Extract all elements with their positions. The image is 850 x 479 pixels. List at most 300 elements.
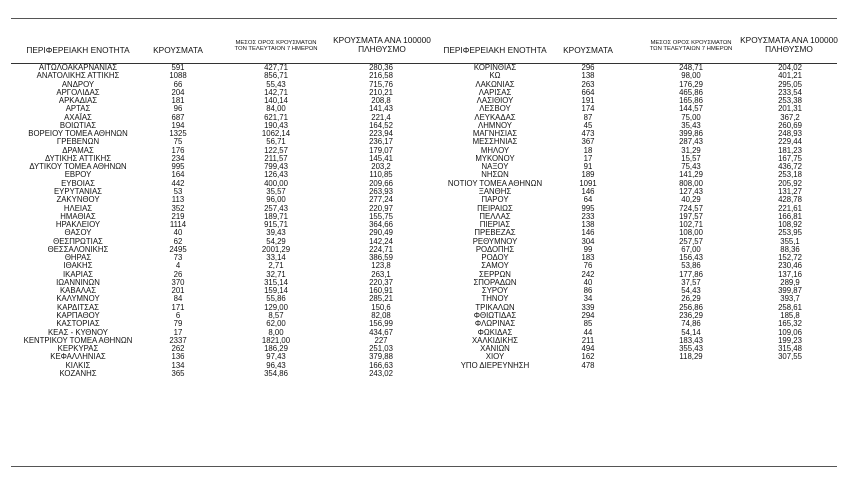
cases-cell: 304 bbox=[581, 236, 595, 246]
region-name-cell: ΚΑΣΤΟΡΙΑΣ bbox=[56, 319, 100, 329]
avg-cases-cell: 176,29 bbox=[679, 79, 703, 89]
cases-cell: 91 bbox=[583, 162, 593, 172]
region-name-cell: ΛΕΥΚΑΔΑΣ bbox=[474, 112, 516, 122]
avg-cases-cell: 15,57 bbox=[681, 153, 701, 163]
right-header-region: ΠΕΡΙΦΕΡΕΙΑΚΗ ΕΝΟΤΗΤΑ bbox=[443, 45, 547, 55]
avg-cases-cell: 67,00 bbox=[681, 244, 701, 254]
region-name-cell: ΚΑΡΔΙΤΣΑΣ bbox=[57, 302, 99, 312]
region-name-cell: ΚΕΝΤΡΙΚΟΥ ΤΟΜΕΑ ΑΘΗΝΩΝ bbox=[23, 335, 133, 345]
region-name-cell: ΝΗΣΩΝ bbox=[481, 170, 509, 180]
avg-cases-cell: 156,43 bbox=[679, 253, 703, 263]
region-name-cell: ΣΥΡΟΥ bbox=[481, 286, 509, 296]
cases-per-100k-cell: 367,2 bbox=[780, 112, 800, 122]
cases-per-100k-cell: 166,81 bbox=[778, 211, 802, 221]
cases-cell: 194 bbox=[171, 120, 185, 130]
cases-per-100k-cell: 285,21 bbox=[369, 294, 393, 304]
right-avg-column bbox=[641, 64, 741, 370]
cases-cell: 204 bbox=[171, 87, 185, 97]
region-name-cell: ΚΑΛΥΜΝΟΥ bbox=[56, 294, 100, 304]
avg-cases-cell: 399,86 bbox=[679, 129, 703, 139]
region-name-cell: ΛΑΣΙΘΙΟΥ bbox=[476, 96, 514, 106]
region-name-cell: ΗΜΑΘΙΑΣ bbox=[60, 211, 96, 221]
cases-cell: 138 bbox=[581, 220, 595, 230]
region-name-cell: ΧΑΛΚΙΔΙΚΗΣ bbox=[471, 335, 518, 345]
cases-cell: 44 bbox=[583, 327, 593, 337]
cases-per-100k-cell: 399,87 bbox=[778, 286, 802, 296]
avg-cases-cell: 724,57 bbox=[679, 203, 703, 213]
avg-cases-cell: 108,00 bbox=[679, 228, 703, 238]
avg-cases-cell: 75,43 bbox=[681, 162, 701, 172]
avg-cases-cell: 118,29 bbox=[679, 352, 703, 362]
left-header-region: ΠΕΡΙΦΕΡΕΙΑΚΗ ΕΝΟΤΗΤΑ bbox=[26, 45, 130, 55]
region-name-cell: ΜΗΛΟΥ bbox=[480, 145, 510, 155]
cases-cell: 995 bbox=[581, 203, 595, 213]
avg-cases-cell: 159,14 bbox=[264, 286, 288, 296]
cases-per-100k-cell: 150,6 bbox=[371, 302, 391, 312]
right-header-avg bbox=[635, 40, 747, 52]
cases-cell: 73 bbox=[173, 253, 183, 263]
cases-cell: 1088 bbox=[169, 71, 187, 81]
left-header-cases: ΚΡΟΥΣΜΑΤΑ bbox=[153, 45, 203, 55]
cases-cell: 79 bbox=[173, 319, 183, 329]
cases-per-100k-cell: 204,02 bbox=[778, 63, 802, 72]
avg-cases-cell: 257,57 bbox=[679, 236, 703, 246]
cases-per-100k-cell: 179,07 bbox=[369, 145, 393, 155]
left-header-avg-line1: ΜΕΣΟΣ ΟΡΟΣ ΚΡΟΥΣΜΑΤΩΝ bbox=[235, 40, 317, 46]
top-rule bbox=[11, 18, 837, 19]
cases-per-100k-cell: 253,95 bbox=[778, 228, 802, 238]
cases-per-100k-cell: 155,75 bbox=[369, 211, 393, 221]
cases-cell: 34 bbox=[583, 294, 593, 304]
avg-cases-cell: 62,00 bbox=[266, 319, 286, 329]
cases-cell: 473 bbox=[581, 129, 595, 139]
avg-cases-cell: 186,29 bbox=[264, 344, 288, 354]
region-name-cell: ΧΙΟΥ bbox=[485, 352, 505, 362]
left-per100k-column bbox=[331, 64, 431, 378]
cases-cell: 134 bbox=[171, 360, 185, 370]
avg-cases-cell: 287,43 bbox=[679, 137, 703, 147]
region-name-cell: ΑΡΚΑΔΙΑΣ bbox=[58, 96, 98, 106]
cases-per-100k-cell: 142,24 bbox=[369, 236, 393, 246]
avg-cases-cell: 400,00 bbox=[264, 178, 288, 188]
avg-cases-cell: 56,71 bbox=[266, 137, 286, 147]
region-name-cell: ΑΡΓΟΛΙΔΑΣ bbox=[56, 87, 100, 97]
cases-cell: 1325 bbox=[169, 129, 187, 139]
avg-cases-cell: 808,00 bbox=[679, 178, 703, 188]
avg-cases-cell: 74,86 bbox=[681, 319, 701, 329]
cases-cell: 174 bbox=[581, 104, 595, 114]
left-header-avg-line2: ΤΟΝ ΤΕΛΕΥΤΑΙΟΝ 7 ΗΜΕΡΩΝ bbox=[234, 46, 318, 53]
cases-cell: 99 bbox=[583, 244, 593, 254]
region-name-cell: ΛΗΜΝΟΥ bbox=[478, 120, 512, 130]
cases-per-100k-cell: 123,8 bbox=[371, 261, 391, 271]
cases-per-100k-cell: 201,31 bbox=[778, 104, 802, 114]
cases-cell: 164 bbox=[171, 170, 185, 180]
avg-cases-cell: 621,71 bbox=[264, 112, 288, 122]
avg-cases-cell: 54,29 bbox=[266, 236, 286, 246]
cases-per-100k-cell: 315,48 bbox=[778, 344, 802, 354]
avg-cases-cell: 257,43 bbox=[264, 203, 288, 213]
right-region-column bbox=[429, 64, 561, 370]
cases-cell: 146 bbox=[581, 186, 595, 196]
avg-cases-cell: 31,29 bbox=[681, 145, 701, 155]
cases-per-100k-cell: 386,59 bbox=[369, 253, 393, 263]
cases-cell: 17 bbox=[583, 153, 593, 163]
region-name-cell: ΚΙΛΚΙΣ bbox=[65, 360, 91, 370]
avg-cases-cell: 197,57 bbox=[679, 211, 703, 221]
cases-per-100k-cell: 210,21 bbox=[369, 87, 393, 97]
cases-per-100k-cell: 295,05 bbox=[778, 79, 802, 89]
avg-cases-cell: 189,71 bbox=[264, 211, 288, 221]
cases-per-100k-cell: 208,8 bbox=[371, 96, 391, 106]
region-name-cell: ΣΠΟΡΑΔΩΝ bbox=[473, 277, 517, 287]
cases-cell: 242 bbox=[581, 269, 595, 279]
avg-cases-cell: 256,86 bbox=[679, 302, 703, 312]
left-header-per100k bbox=[326, 36, 438, 53]
cases-per-100k-cell: 205,92 bbox=[778, 178, 802, 188]
cases-per-100k-cell: 258,61 bbox=[778, 302, 802, 312]
cases-per-100k-cell: 230,46 bbox=[778, 261, 802, 271]
avg-cases-cell: 915,71 bbox=[264, 220, 288, 230]
cases-per-100k-cell: 141,43 bbox=[369, 104, 393, 114]
region-name-cell: ΤΡΙΚΑΛΩΝ bbox=[475, 302, 515, 312]
region-name-cell: ΑΙΤΩΛΟΑΚΑΡΝΑΝΙΑΣ bbox=[38, 63, 118, 72]
avg-cases-cell: 355,43 bbox=[679, 344, 703, 354]
region-name-cell: ΦΛΩΡΙΝΑΣ bbox=[474, 319, 516, 329]
cases-per-100k-cell: 364,66 bbox=[369, 220, 393, 230]
cases-per-100k-cell: 160,91 bbox=[369, 286, 393, 296]
cases-cell: 66 bbox=[173, 79, 183, 89]
cases-cell: 75 bbox=[173, 137, 183, 147]
cases-per-100k-cell: 715,76 bbox=[369, 79, 393, 89]
right-header-avg-line1: ΜΕΣΟΣ ΟΡΟΣ ΚΡΟΥΣΜΑΤΩΝ bbox=[650, 40, 732, 46]
cases-per-100k-cell: 289,9 bbox=[780, 277, 800, 287]
avg-cases-cell: 799,43 bbox=[264, 162, 288, 172]
cases-per-100k-cell: 355,1 bbox=[780, 236, 800, 246]
region-name-cell: ΗΡΑΚΛΕΙΟΥ bbox=[55, 220, 101, 230]
cases-per-100k-cell: 290,49 bbox=[369, 228, 393, 238]
right-header-avg-line2: ΤΩΝ ΤΕΛΕΥΤΑΙΩΝ 7 ΗΜΕΡΩΝ bbox=[649, 46, 733, 53]
cases-per-100k-cell: 236,17 bbox=[369, 137, 393, 147]
avg-cases-cell: 140,14 bbox=[264, 96, 288, 106]
left-region-column bbox=[11, 64, 145, 378]
right-header-per100k bbox=[736, 36, 842, 53]
cases-per-100k-cell: 199,23 bbox=[778, 335, 802, 345]
region-name-cell: ΚΕΦΑΛΛΗΝΙΑΣ bbox=[50, 352, 106, 362]
avg-cases-cell: 2001,29 bbox=[261, 244, 291, 254]
cases-cell: 136 bbox=[171, 352, 185, 362]
cases-per-100k-cell: 263,93 bbox=[369, 186, 393, 196]
cases-cell: 138 bbox=[581, 71, 595, 81]
avg-cases-cell: 54,14 bbox=[681, 327, 701, 337]
cases-per-100k-cell: 263,1 bbox=[371, 269, 391, 279]
region-name-cell: ΚΩ bbox=[489, 71, 501, 81]
cases-cell: 1091 bbox=[579, 178, 597, 188]
avg-cases-cell: 39,43 bbox=[266, 228, 286, 238]
cases-per-100k-cell: 131,27 bbox=[778, 186, 802, 196]
cases-per-100k-cell: 216,58 bbox=[369, 71, 393, 81]
cases-cell: 294 bbox=[581, 310, 595, 320]
cases-per-100k-cell: 220,37 bbox=[369, 277, 393, 287]
cases-per-100k-cell: 145,41 bbox=[369, 153, 393, 163]
cases-cell: 113 bbox=[171, 195, 185, 205]
cases-cell: 234 bbox=[171, 153, 185, 163]
cases-per-100k-cell: 137,16 bbox=[778, 269, 802, 279]
cases-per-100k-cell: 227 bbox=[374, 335, 388, 345]
region-name-cell: ΙΚΑΡΙΑΣ bbox=[63, 269, 93, 279]
avg-cases-cell: 54,43 bbox=[681, 286, 701, 296]
cases-cell: 262 bbox=[171, 344, 185, 354]
right-header-per100k-line1: ΚΡΟΥΣΜΑΤΑ ΑΝΑ 100000 bbox=[740, 35, 838, 45]
region-name-cell: ΑΧΑΪΑΣ bbox=[64, 112, 92, 122]
region-name-cell: ΛΑΡΙΣΑΣ bbox=[478, 87, 512, 97]
cases-per-100k-cell: 209,66 bbox=[369, 178, 393, 188]
region-name-cell: ΣΑΜΟΥ bbox=[481, 261, 509, 271]
avg-cases-cell: 96,00 bbox=[266, 195, 286, 205]
avg-cases-cell: 127,43 bbox=[679, 186, 703, 196]
cases-cell: 181 bbox=[171, 96, 185, 106]
bottom-rule bbox=[11, 466, 837, 467]
cases-cell: 4 bbox=[175, 261, 181, 271]
cases-per-100k-cell: 203,2 bbox=[371, 162, 391, 172]
right-cases-column bbox=[558, 64, 618, 370]
region-name-cell: ΚΕΡΚΥΡΑΣ bbox=[57, 344, 99, 354]
cases-per-100k-cell bbox=[740, 362, 840, 370]
region-name-cell: ΚΕΑΣ - ΚΥΘΝΟΥ bbox=[47, 327, 109, 337]
cases-per-100k-cell: 88,36 bbox=[780, 244, 800, 254]
avg-cases-cell: 211,57 bbox=[264, 153, 288, 163]
cases-per-100k-cell: 185,8 bbox=[780, 310, 800, 320]
region-name-cell: ΚΟΖΑΝΗΣ bbox=[59, 368, 97, 378]
cases-cell: 76 bbox=[583, 261, 593, 271]
avg-cases-cell: 8,00 bbox=[268, 327, 284, 337]
cases-per-100k-cell: 253,18 bbox=[778, 170, 802, 180]
cases-cell: 201 bbox=[171, 286, 185, 296]
region-name-cell: ΝΟΤΙΟΥ ΤΟΜΕΑ ΑΘΗΝΩΝ bbox=[447, 178, 543, 188]
cases-per-100k-cell: 165,32 bbox=[778, 319, 802, 329]
cases-cell: 191 bbox=[581, 96, 595, 106]
cases-cell: 370 bbox=[171, 277, 185, 287]
cases-per-100k-cell: 156,99 bbox=[369, 319, 393, 329]
avg-cases-cell: 98,00 bbox=[681, 71, 701, 81]
cases-cell: 96 bbox=[173, 104, 183, 114]
cases-per-100k-cell: 233,54 bbox=[778, 87, 802, 97]
region-name-cell: ΔΥΤΙΚΟΥ ΤΟΜΕΑ ΑΘΗΝΩΝ bbox=[29, 162, 127, 172]
avg-cases-cell: 40,29 bbox=[681, 195, 701, 205]
cases-per-100k-cell: 152,72 bbox=[778, 253, 802, 263]
avg-cases-cell: 75,00 bbox=[681, 112, 701, 122]
cases-per-100k-cell: 393,7 bbox=[780, 294, 800, 304]
cases-per-100k-cell: 253,38 bbox=[778, 96, 802, 106]
region-name-cell: ΓΡΕΒΕΝΩΝ bbox=[56, 137, 100, 147]
avg-cases-cell: 129,00 bbox=[264, 302, 288, 312]
left-header-avg bbox=[221, 40, 331, 52]
cases-cell: 62 bbox=[173, 236, 183, 246]
region-name-cell: ΠΑΡΟΥ bbox=[481, 195, 509, 205]
cases-per-100k-cell: 221,61 bbox=[778, 203, 802, 213]
cases-per-100k-cell: 223,94 bbox=[369, 129, 393, 139]
right-per100k-column bbox=[740, 64, 840, 370]
cases-per-100k-cell: 243,02 bbox=[369, 368, 393, 378]
region-name-cell: ΕΥΒΟΙΑΣ bbox=[61, 178, 95, 188]
cases-cell: 40 bbox=[583, 277, 593, 287]
avg-cases-cell: 144,57 bbox=[679, 104, 703, 114]
cases-cell: 17 bbox=[173, 327, 183, 337]
avg-cases-cell: 190,43 bbox=[264, 120, 288, 130]
avg-cases-cell: 1821,00 bbox=[261, 335, 291, 345]
avg-cases-cell: 315,14 bbox=[264, 277, 288, 287]
region-name-cell: ΡΟΔΟΠΗΣ bbox=[475, 244, 515, 254]
cases-per-100k-cell: 248,93 bbox=[778, 129, 802, 139]
cases-cell: 162 bbox=[581, 352, 595, 362]
cases-cell: 1114 bbox=[169, 220, 187, 230]
cases-cell: 442 bbox=[171, 178, 185, 188]
region-name-cell: ΞΑΝΘΗΣ bbox=[478, 186, 512, 196]
region-name-cell: ΦΩΚΙΔΑΣ bbox=[477, 327, 513, 337]
avg-cases-cell: 465,86 bbox=[679, 87, 703, 97]
cases-cell: 146 bbox=[581, 228, 595, 238]
region-name-cell: ΦΘΙΩΤΙΔΑΣ bbox=[473, 310, 517, 320]
cases-per-100k-cell: 224,71 bbox=[369, 244, 393, 254]
cases-cell: 219 bbox=[171, 211, 185, 221]
avg-cases-cell: 141,29 bbox=[679, 170, 703, 180]
cases-cell: 6 bbox=[175, 310, 181, 320]
region-name-cell: ΕΒΡΟΥ bbox=[64, 170, 92, 180]
avg-cases-cell: 856,71 bbox=[264, 71, 288, 81]
avg-cases-cell: 35,43 bbox=[681, 120, 701, 130]
cases-cell: 687 bbox=[171, 112, 185, 122]
region-name-cell: ΔΡΑΜΑΣ bbox=[62, 145, 94, 155]
region-name-cell: ΣΕΡΡΩΝ bbox=[479, 269, 511, 279]
cases-cell: 2495 bbox=[169, 244, 187, 254]
left-avg-column bbox=[226, 64, 326, 378]
avg-cases-cell: 53,86 bbox=[681, 261, 701, 271]
cases-per-100k-cell: 229,44 bbox=[778, 137, 802, 147]
cases-cell: 189 bbox=[581, 170, 595, 180]
avg-cases-cell: 84,00 bbox=[266, 104, 286, 114]
region-name-cell: ΠΙΕΡΙΑΣ bbox=[479, 220, 511, 230]
cases-cell: 591 bbox=[171, 63, 185, 72]
cases-cell: 352 bbox=[171, 203, 185, 213]
region-name-cell: ΑΝΑΤΟΛΙΚΗΣ ΑΤΤΙΚΗΣ bbox=[36, 71, 120, 81]
avg-cases-cell: 97,43 bbox=[266, 352, 286, 362]
cases-cell: 365 bbox=[171, 368, 185, 378]
region-name-cell: ΚΑΒΑΛΑΣ bbox=[59, 286, 97, 296]
region-name-cell: ΘΕΣΣΑΛΟΝΙΚΗΣ bbox=[47, 244, 109, 254]
cases-per-100k-cell: 307,55 bbox=[778, 352, 802, 362]
cases-cell: 211 bbox=[581, 335, 595, 345]
avg-cases-cell: 32,71 bbox=[266, 269, 286, 279]
avg-cases-cell: 183,43 bbox=[679, 335, 703, 345]
avg-cases-cell: 427,71 bbox=[264, 63, 288, 72]
cases-cell: 263 bbox=[581, 79, 595, 89]
avg-cases-cell: 248,71 bbox=[679, 63, 703, 72]
cases-cell: 367 bbox=[581, 137, 595, 147]
cases-cell: 171 bbox=[171, 302, 185, 312]
cases-cell: 53 bbox=[173, 186, 183, 196]
cases-per-100k-cell: 82,08 bbox=[371, 310, 391, 320]
region-name-cell: ΘΗΡΑΣ bbox=[64, 253, 92, 263]
cases-per-100k-cell: 110,85 bbox=[369, 170, 393, 180]
cases-per-100k-cell: 164,52 bbox=[369, 120, 393, 130]
left-cases-column bbox=[148, 64, 208, 378]
region-name-cell: ΡΕΘΥΜΝΟΥ bbox=[472, 236, 518, 246]
cases-cell: 494 bbox=[581, 344, 595, 354]
avg-cases-cell: 126,43 bbox=[264, 170, 288, 180]
region-name-cell: ΛΕΣΒΟΥ bbox=[479, 104, 511, 114]
avg-cases-cell: 236,29 bbox=[679, 310, 703, 320]
cases-cell: 176 bbox=[171, 145, 185, 155]
region-name-cell: ΚΑΡΠΑΘΟΥ bbox=[56, 310, 100, 320]
region-name-cell: ΑΝΔΡΟΥ bbox=[61, 79, 95, 89]
cases-per-100k-cell: 280,36 bbox=[369, 63, 393, 72]
cases-per-100k-cell: 181,23 bbox=[778, 145, 802, 155]
region-name-cell: ΠΕΙΡΑΙΩΣ bbox=[477, 203, 513, 213]
region-name-cell: ΒΟΡΕΙΟΥ ΤΟΜΕΑ ΑΘΗΝΩΝ bbox=[28, 129, 128, 139]
region-name-cell: ΜΕΣΣΗΝΙΑΣ bbox=[472, 137, 518, 147]
region-name-cell: ΥΠΟ ΔΙΕΡΕΥΝΗΣΗ bbox=[460, 360, 530, 370]
region-name-cell: ΧΑΝΙΩΝ bbox=[480, 344, 510, 354]
cases-per-100k-cell: 220,97 bbox=[369, 203, 393, 213]
region-name-cell: ΔΥΤΙΚΗΣ ΑΤΤΙΚΗΣ bbox=[44, 153, 112, 163]
avg-cases-cell: 1062,14 bbox=[261, 129, 291, 139]
cases-cell: 45 bbox=[583, 120, 593, 130]
cases-cell: 85 bbox=[583, 319, 593, 329]
region-name-cell: ΖΑΚΥΝΘΟΥ bbox=[56, 195, 100, 205]
cases-cell: 233 bbox=[581, 211, 595, 221]
avg-cases-cell: 165,86 bbox=[679, 96, 703, 106]
cases-cell: 183 bbox=[581, 253, 595, 263]
cases-cell: 40 bbox=[173, 228, 183, 238]
cases-per-100k-cell: 221,4 bbox=[371, 112, 391, 122]
avg-cases-cell: 37,57 bbox=[681, 277, 701, 287]
avg-cases-cell: 35,57 bbox=[266, 186, 286, 196]
avg-cases-cell: 96,43 bbox=[266, 360, 286, 370]
avg-cases-cell: 177,86 bbox=[679, 269, 703, 279]
avg-cases-cell: 354,86 bbox=[264, 368, 288, 378]
region-name-cell: ΜΥΚΟΝΟΥ bbox=[475, 153, 515, 163]
region-name-cell: ΤΗΝΟΥ bbox=[481, 294, 509, 304]
cases-cell: 339 bbox=[581, 302, 595, 312]
cases-cell: 64 bbox=[583, 195, 593, 205]
region-name-cell: ΛΑΚΩΝΙΑΣ bbox=[475, 79, 515, 89]
cases-cell: 296 bbox=[581, 63, 595, 72]
cases-cell: 2337 bbox=[169, 335, 187, 345]
cases-cell: 478 bbox=[581, 360, 595, 370]
cases-per-100k-cell: 166,63 bbox=[369, 360, 393, 370]
cases-per-100k-cell: 428,78 bbox=[778, 195, 802, 205]
avg-cases-cell: 102,71 bbox=[679, 220, 703, 230]
cases-per-100k-cell: 109,06 bbox=[778, 327, 802, 337]
cases-cell: 18 bbox=[583, 145, 593, 155]
region-name-cell: ΘΑΣΟΥ bbox=[64, 228, 92, 238]
region-name-cell: ΙΩΑΝΝΙΝΩΝ bbox=[56, 277, 100, 287]
avg-cases-cell: 2,71 bbox=[268, 261, 284, 271]
region-name-cell: ΙΘΑΚΗΣ bbox=[63, 261, 93, 271]
cases-per-100k-cell: 108,92 bbox=[778, 220, 802, 230]
left-header-per100k-line2: ΠΛΗΘΥΣΜΟ bbox=[358, 43, 406, 54]
cases-cell: 664 bbox=[581, 87, 595, 97]
avg-cases-cell: 55,43 bbox=[266, 79, 286, 89]
region-name-cell: ΠΡΕΒΕΖΑΣ bbox=[474, 228, 516, 238]
cases-per-100k-cell: 167,75 bbox=[778, 153, 802, 163]
cases-per-100k-cell: 260,69 bbox=[778, 120, 802, 130]
avg-cases-cell: 122,57 bbox=[264, 145, 288, 155]
cases-cell: 87 bbox=[583, 112, 593, 122]
cases-cell: 84 bbox=[173, 294, 183, 304]
left-header-per100k-line1: ΚΡΟΥΣΜΑΤΑ ΑΝΑ 100000 bbox=[333, 35, 431, 45]
cases-per-100k-cell: 434,67 bbox=[369, 327, 393, 337]
